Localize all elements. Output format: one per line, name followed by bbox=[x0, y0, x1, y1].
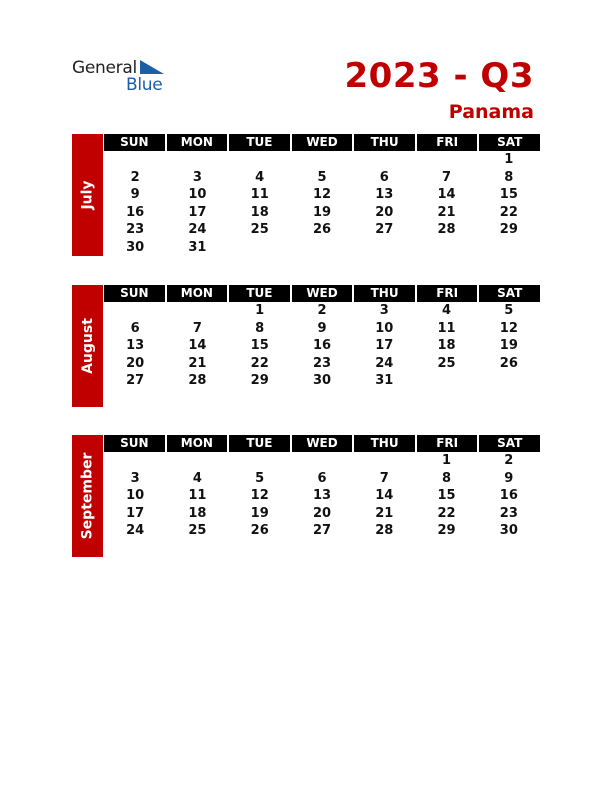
day-cell bbox=[229, 452, 291, 470]
day-cell: 5 bbox=[504, 303, 514, 318]
day-cell: 14 bbox=[437, 187, 456, 202]
day-cell: 11 bbox=[437, 320, 456, 336]
day-cell: 11 bbox=[250, 187, 269, 202]
month-name: July bbox=[79, 180, 96, 210]
week-row bbox=[104, 452, 540, 470]
day-cell: 15 bbox=[499, 187, 518, 202]
day-cell bbox=[353, 452, 415, 470]
day-cell: 14 bbox=[188, 338, 207, 353]
day-cell: 13 bbox=[375, 187, 394, 202]
month-label-bar bbox=[72, 435, 103, 557]
day-cell: 22 bbox=[499, 204, 518, 220]
day-cell: 27 bbox=[312, 523, 332, 538]
day-cell: 31 bbox=[375, 373, 394, 388]
week-row bbox=[104, 221, 540, 239]
day-cell: 13 bbox=[312, 488, 332, 503]
day-cell: 24 bbox=[375, 355, 394, 371]
day-cell: 26 bbox=[499, 355, 518, 371]
logo bbox=[72, 58, 182, 98]
weekday-header: WED bbox=[292, 285, 353, 302]
day-cell: 28 bbox=[375, 523, 394, 538]
day-cell: 3 bbox=[379, 303, 389, 318]
day-cell: 23 bbox=[126, 222, 145, 237]
day-cell: 8 bbox=[442, 470, 452, 486]
weekday-header: MON bbox=[167, 134, 228, 151]
weekday-header: TUE bbox=[229, 285, 290, 302]
day-cell: 16 bbox=[126, 204, 145, 220]
page-title: 2023 - Q3 bbox=[344, 56, 534, 96]
weekday-header: MON bbox=[167, 435, 228, 452]
day-cell bbox=[104, 302, 166, 320]
day-cell: 10 bbox=[188, 187, 207, 202]
day-cell bbox=[229, 151, 291, 169]
day-cell: 13 bbox=[126, 338, 145, 353]
day-cell: 28 bbox=[188, 373, 207, 388]
day-cell: 6 bbox=[317, 470, 327, 486]
day-cell: 2 bbox=[130, 169, 140, 185]
day-cell: 27 bbox=[126, 373, 145, 388]
logo-triangle-icon bbox=[140, 60, 164, 76]
day-cell bbox=[291, 239, 353, 257]
week-row bbox=[104, 320, 540, 338]
weekday-header: THU bbox=[354, 285, 415, 302]
week-row bbox=[104, 239, 540, 257]
day-cell bbox=[415, 372, 477, 390]
day-cell: 15 bbox=[250, 338, 269, 353]
day-cell: 2 bbox=[504, 453, 514, 468]
day-cell: 9 bbox=[317, 320, 327, 336]
weekday-header: TUE bbox=[229, 134, 290, 151]
day-cell: 29 bbox=[250, 373, 269, 388]
day-cell: 21 bbox=[188, 355, 207, 371]
day-cell: 1 bbox=[504, 152, 514, 167]
day-cell: 18 bbox=[188, 505, 207, 521]
day-cell: 7 bbox=[379, 470, 389, 486]
day-cell: 1 bbox=[442, 453, 452, 468]
day-cell: 30 bbox=[312, 373, 332, 388]
day-cell bbox=[478, 239, 540, 257]
weekday-header: SUN bbox=[104, 435, 165, 452]
day-cell bbox=[353, 239, 415, 257]
day-cell: 30 bbox=[499, 523, 518, 538]
day-cell: 8 bbox=[504, 169, 514, 185]
day-cell bbox=[353, 151, 415, 169]
day-cell: 7 bbox=[192, 320, 202, 336]
day-cell: 19 bbox=[499, 338, 518, 353]
day-cell: 26 bbox=[312, 222, 332, 237]
day-cell bbox=[166, 452, 228, 470]
day-cell: 1 bbox=[255, 303, 265, 318]
day-cell: 17 bbox=[188, 204, 207, 220]
weekday-header: SAT bbox=[479, 134, 540, 151]
week-row bbox=[104, 522, 540, 540]
day-cell: 7 bbox=[442, 169, 452, 185]
day-cell: 21 bbox=[375, 505, 394, 521]
day-cell: 16 bbox=[312, 338, 332, 353]
day-cell: 6 bbox=[379, 169, 389, 185]
day-cell: 4 bbox=[255, 169, 265, 185]
day-cell: 18 bbox=[437, 338, 456, 353]
weekday-header: FRI bbox=[417, 435, 478, 452]
day-cell bbox=[229, 239, 291, 257]
day-cell: 10 bbox=[126, 488, 145, 503]
week-row bbox=[104, 186, 540, 204]
day-cell: 19 bbox=[250, 505, 269, 521]
day-cell: 9 bbox=[130, 187, 140, 202]
day-cell: 3 bbox=[130, 470, 140, 486]
day-cell: 19 bbox=[312, 204, 332, 220]
weekday-header: THU bbox=[354, 134, 415, 151]
day-cell: 22 bbox=[437, 505, 456, 521]
day-cell bbox=[415, 151, 477, 169]
calendar-grid bbox=[104, 134, 540, 256]
weekday-header-row bbox=[104, 435, 540, 452]
weekday-header-row bbox=[104, 134, 540, 151]
day-cell: 24 bbox=[126, 523, 145, 538]
weekday-header: MON bbox=[167, 285, 228, 302]
day-cell: 21 bbox=[437, 204, 456, 220]
day-cell: 2 bbox=[317, 303, 327, 318]
day-cell: 24 bbox=[188, 222, 207, 237]
day-cell: 11 bbox=[188, 488, 207, 503]
day-cell: 20 bbox=[312, 505, 332, 521]
logo-text-general: General bbox=[72, 58, 137, 78]
day-cell bbox=[166, 151, 228, 169]
day-cell bbox=[166, 302, 228, 320]
week-row bbox=[104, 505, 540, 523]
day-cell: 9 bbox=[504, 470, 514, 486]
weekday-header: SAT bbox=[479, 285, 540, 302]
week-row bbox=[104, 169, 540, 187]
weekday-header: SUN bbox=[104, 134, 165, 151]
week-row bbox=[104, 487, 540, 505]
day-cell: 15 bbox=[437, 488, 456, 503]
day-cell: 3 bbox=[192, 169, 202, 185]
weekday-header: WED bbox=[292, 134, 353, 151]
day-cell bbox=[291, 452, 353, 470]
day-cell: 23 bbox=[499, 505, 518, 521]
week-row bbox=[104, 302, 540, 320]
weekday-header: THU bbox=[354, 435, 415, 452]
day-cell: 5 bbox=[317, 169, 327, 185]
day-cell: 30 bbox=[126, 239, 145, 255]
week-row bbox=[104, 337, 540, 355]
day-cell: 26 bbox=[250, 523, 269, 538]
weekday-header: FRI bbox=[417, 285, 478, 302]
day-cell: 31 bbox=[188, 239, 207, 255]
day-cell: 4 bbox=[442, 303, 452, 318]
day-cell: 14 bbox=[375, 488, 394, 503]
weekday-header: WED bbox=[292, 435, 353, 452]
day-cell: 5 bbox=[255, 470, 265, 486]
month-label-bar bbox=[72, 134, 103, 256]
country-label: Panama bbox=[448, 101, 534, 123]
day-cell: 29 bbox=[437, 523, 456, 538]
logo-text-blue: Blue bbox=[126, 75, 163, 95]
day-cell: 20 bbox=[126, 355, 145, 371]
weekday-header: SAT bbox=[479, 435, 540, 452]
day-cell: 17 bbox=[375, 338, 394, 353]
week-row bbox=[104, 355, 540, 373]
day-cell: 25 bbox=[437, 355, 456, 371]
day-cell: 10 bbox=[375, 320, 394, 336]
day-cell: 23 bbox=[312, 355, 332, 371]
day-cell: 12 bbox=[250, 488, 269, 503]
month-label-bar bbox=[72, 285, 103, 407]
day-cell: 22 bbox=[250, 355, 269, 371]
day-cell bbox=[478, 372, 540, 390]
weekday-header: TUE bbox=[229, 435, 290, 452]
week-row bbox=[104, 470, 540, 488]
day-cell: 12 bbox=[499, 320, 518, 336]
day-cell: 8 bbox=[255, 320, 265, 336]
day-cell: 25 bbox=[188, 523, 207, 538]
day-cell bbox=[104, 151, 166, 169]
weekday-header: SUN bbox=[104, 285, 165, 302]
day-cell: 25 bbox=[250, 222, 269, 237]
day-cell: 6 bbox=[130, 320, 140, 336]
day-cell: 18 bbox=[250, 204, 269, 220]
calendar-grid bbox=[104, 435, 540, 540]
day-cell: 12 bbox=[312, 187, 332, 202]
week-row bbox=[104, 372, 540, 390]
day-cell: 29 bbox=[499, 222, 518, 237]
weekday-header: FRI bbox=[417, 134, 478, 151]
day-cell: 20 bbox=[375, 204, 394, 220]
day-cell bbox=[415, 239, 477, 257]
day-cell: 28 bbox=[437, 222, 456, 237]
day-cell bbox=[104, 452, 166, 470]
day-cell: 17 bbox=[126, 505, 145, 521]
month-name: August bbox=[79, 318, 96, 374]
week-row bbox=[104, 204, 540, 222]
month-name: September bbox=[79, 452, 96, 540]
calendar-grid bbox=[104, 285, 540, 390]
day-cell: 4 bbox=[192, 470, 202, 486]
day-cell: 16 bbox=[499, 488, 518, 503]
day-cell bbox=[291, 151, 353, 169]
week-row bbox=[104, 151, 540, 169]
day-cell: 27 bbox=[375, 222, 394, 237]
weekday-header-row bbox=[104, 285, 540, 302]
